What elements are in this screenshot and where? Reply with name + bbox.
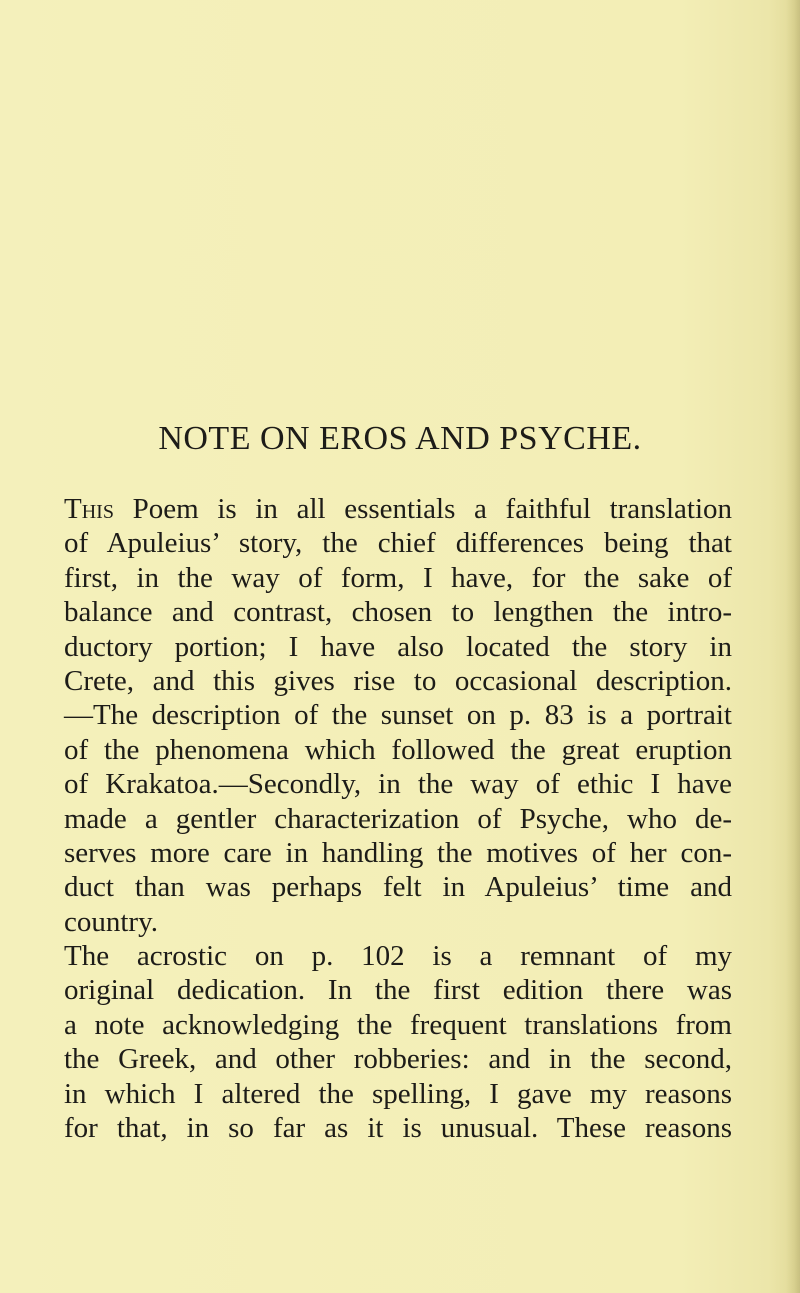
paragraph-2-line: The acrostic on p. 102 is a remnant of my: [64, 940, 732, 973]
paragraph-1-line: balance and contrast, chosen to lengthen the intro-: [64, 596, 732, 629]
paragraph-2-line: original dedication. In the first edition there was: [64, 974, 732, 1007]
note-body: [64, 492, 732, 1145]
paragraph-1-line: serves more care in handling the motives of her con-: [64, 836, 732, 869]
paragraph-1-line: of the phenomena which followed the great eruption: [64, 733, 732, 766]
paragraph-1-line: of Krakatoa.—Secondly, in the way of ethic I have: [64, 768, 732, 801]
page-title: NOTE ON EROS AND PSYCHE.: [158, 420, 642, 457]
paragraph-2-line: a note acknowledging the frequent translations from: [64, 1008, 732, 1041]
paragraph-1-line-1: [64, 492, 732, 526]
paragraph-1-line: ductory portion; I have also located the story in: [64, 630, 732, 663]
paragraph-2-line: in which I altered the spelling, I gave my reasons: [64, 1077, 732, 1110]
paragraph-2-line: for that, in so far as it is unusual. These reasons: [64, 1112, 732, 1145]
paragraph-1-line: duct than was perhaps felt in Apuleius’ time and: [64, 871, 732, 904]
paragraph-1-line: first, in the way of form, I have, for the sake of: [64, 561, 732, 594]
paragraph-1-line: —The description of the sunset on p. 83 is a portrait: [64, 699, 732, 732]
page-edge-shadow: [786, 0, 800, 1293]
first-line-rest: Poem is in all essentials a faithful translation: [113, 493, 732, 525]
paragraph-1-last-line: country.: [64, 905, 158, 938]
paragraph-1-line: of Apuleius’ story, the chief differences being that: [64, 527, 732, 560]
paragraph-1-line: Crete, and this gives rise to occasional description.: [64, 664, 732, 697]
lead-word: This: [64, 493, 114, 525]
paragraph-1-line: made a gentler characterization of Psyche, who de-: [64, 802, 732, 835]
paragraph-2-line: the Greek, and other robberies: and in the second,: [64, 1043, 732, 1076]
